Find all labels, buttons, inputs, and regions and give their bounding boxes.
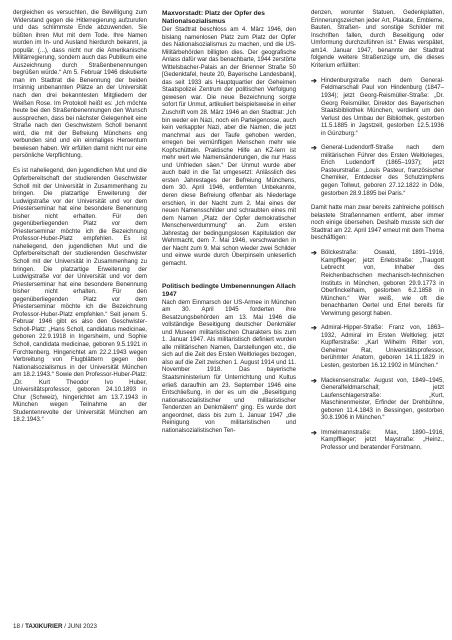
text-column-3 [311, 10, 444, 459]
list-item [311, 250, 444, 318]
right-arrow-icon: ➔ [311, 145, 317, 153]
list-item-text: Mackensenstraße: August von, 1849–1945, Generalfeldmarschall; jetzt Laufenschlagerstraße: „Kurt, Maschinenmeister, Erfinder der Drehbühne, geboren 11.4.1843 in Bessingen, gestorben 30.8.1906 in München.“ [321, 377, 444, 422]
right-arrow-icon: ➔ [311, 77, 317, 85]
list-item-text: Hindenburgstraße nach dem General-Feldmarschall Paul von Hindenburg (1847–1934); jetzt Georg-Reismüller-Straße: „Dr. Georg Reismüller, Direktor des Bayerischen Staatsbibliothek München, verdient um den Verlust des Umbau der Bibliothek, gestorben 11.5.1885 in Jagstzell, gestorben 12.5.1936 in Günzburg.“ [321, 77, 444, 137]
right-arrow-icon: ➔ [311, 250, 317, 258]
paragraph: Der Stadtrat beschloss am 4. März 1946, den bislang namenlosen Platz zum Platz der Opfer des Nationalsozialismus zu machen, und die US-Militärbehörden billigten dies. Der geografische Anlass dafür war das benachbarte, 1944 zerstörte Wittelsbacher-Palais an der Brienner Straße 50 [Gedenktafel, heute 20, Bayerische Landesbank], das seit 1933 als Hauptquartier der Geheimen Staatspolizei Zentrum der politischen Verfolgung gewesen war. Die neue Bezeichnung sorgte sofort für Unmut, artikuliert beispielsweise in einer Zuschrift vom 28. März 1946 an den Stadtrat: „Ich bin weder ein Nazi, noch ein Parteigenosse, auch kein verkappter Nazi, aber die Namen, die jetzt manchmal aus der Taufe gehoben werden, erregen bei vernünftigen Menschen mehr wie Kopfschütteln. Praktische Hilfe an KZ-lern ist mehr wert wie Namensänderungen, die nur Hass und Unfrieden säen.“ Der Unmut wurde aber auch bald in die Tat umgesetzt: Anlässlich des ersten Jahrestages der Befreiung Münchens, dem 30. April 1946, entfernten Unbekannte, deren diese Befreiung offenbar als Niederlage erschien, in der Nacht zum 2. Mai eines der neuen Namensschilder und schraubten eines mit dem Namen „Platz der Opfer demokratischer Menschenverdummung“ an. Zum ersten Jahrestag der bedingungslosen Kapitulation der Wehrmacht, dem 7. Mai 1946, verschwanden in der Nacht zum 9. Mai schon wieder zwei Schilder und einwe wurde durch Überpinseln unleserlich gemacht. [162, 27, 296, 267]
list-item-text: Bölckestraße: Oswald, 1891–1916, Kampfflieger; jetzt Erlebstraße: „Traugott Lebrecht von, Inhaber des Reichenbachschen mechanisch-technischen Instituts in München, geboren 29.9.1773 in Oberfinckelhaim, gestorben 6.2.1858 in München.“ Wer weiß, wie oft die benachbarten Oertel und Ertel bereits für Verwirrung gesorgt haben. [321, 250, 444, 317]
list-item [311, 78, 444, 138]
right-arrow-icon: ➔ [311, 325, 317, 333]
paragraph: denzen, worunter Statuen, Gedenkplatten, Erinnerungszeichen jeder Art, Plakate, Embleme, Bauten, Straßen- und sonstige Schilder mit Inschriften fallen, durch Beseitigung oder Umformung durchzuführen ist.“ Etwas verspätet, am14. Januar 1947, benannte der Stadtrat folgende weitere Straßenzüge um, die dieses Kriterium erfüllten: [311, 10, 444, 69]
right-arrow-icon: ➔ [311, 429, 317, 437]
text-column-2 [162, 10, 296, 443]
list-item [311, 145, 444, 198]
issue-date: JUNI 2023 [67, 623, 97, 630]
paragraph: Es ist naheliegend, den jugendlichen Mut und die Opferbereitschaft der studierenden Geschwister Scholl mit der Universität in Zusammenhang zu bringen. Die platzartige Erweiterung der Ludwigstraße vor der Universität und vor dem Priesterseminar hat eine besondere Benennung bisher nicht erhalten. Für den gegenüberliegenden Platz vor dem Priesterseminar möchte ich die Bezeichnung Professor-Huber-Platz empfehlen. Es ist naheliegend, den jugendlichen Mut und die Opferbereitschaft der studierenden Geschwister Scholl mit der Universität in Zusammenhang zu bringen. Die platzartige Erweiterung der Ludwigstraße vor der Universität und vor dem Priesterseminar hat eine besondere Benennung bisher nicht erhalten. Für den gegenüberliegenden Platz vor dem Priesterseminar möchte ich die Bezeichnung Professor-Huber-Platz empfehlen.“ Seit jenem 5. Februar 1946 gibt es also den Geschwister-Scholl-Platz: „Hans Scholl, candidatus medicinae, geboren 22.9.1918 in Ingersheim, und Sophie Scholl, candidata medicinae, geboren 9.5.1921 in Forchtenberg. Hingerichtet am 22.2.1943 wegen Verbreitung von Flugblättern gegen den Nationalsozialismus in der Universität München am 18.2.1943.“ Sowie den Professor-Huber-Platz: „Dr. Kurt Theodor Ivo Huber, Universitätsprofessor, geboren 24.10.1893 in Chur (Schweiz), hingerichtet am 13.7.1943 in München wegen Teilnahme an der Studentenrevolte der Universität München am 18.2.1943.“ [13, 168, 147, 424]
list-item-text: Immelmannstraße: Max, 1890–1916, Kampfflieger; jetzt Maystraße: „Heinz., Professor und beratender Forstmann, [321, 429, 444, 451]
footer-separator: / [21, 623, 24, 630]
magazine-name: TAXIKURIER [25, 623, 63, 630]
section-heading: Maxvorstadt: Platz der Opfer des Nationalsozialismus [162, 10, 265, 25]
paragraph: dergleichen es versuchten, die Bewilligung zum Widerstand gegen die Hitlerregierung aufzurufen und das schlimmste Ende abzuwenden. Sie büßten ihren Mut mit dem Tode. Ihre Namen wurden im In- und Ausland hierdurch bekannt, ja populär. (...), dass nicht nur die Amerikanische Militärregierung, sondern auch das Publikum eine Auszeichnung durch Straßenbenennungen begrüßen würde.“ Am 5. Februar 1946 diskutierte man im Stadtrat die Benennung der beiden Irrsinnig unbenannten Plätze an der Universität nach den drei bekanntesten Mitgliedern der Weißen Rose. Im Protokoll heißt es: „Ich möchte heute bei den Straßenbenennungen den Wunsch aussprechen, dass bei nächster Gelegenheit eine Straße nach den Geschwistern Scholl benannt wird, die mit der Befreiung Münchens eng verbunden sind und ein einmaliges Heroentum bewiesen haben. Wir erfüllen damit nicht nur eine persönliche Verpflichtung. [13, 10, 147, 160]
page-number: 18 [13, 623, 20, 630]
section-heading: Politisch bedingte Umbenennungen Allach 1947 [162, 282, 296, 298]
list-item [311, 430, 444, 453]
footer-separator: / [64, 623, 66, 630]
text-column-1 [13, 10, 147, 433]
list-item-text: Admiral-Hipper-Straße: Franz von, 1863–1932, Admiral im Ersten Weltkrieg; jetzt Kupfferstraße: „Karl Wilhelm Ritter von, Geheimer Rat, Universitätsprofessor, berühmter Anatom, geboren 14.11.1829 in Lesten, gestorben 16.12.1902 in München.“ [321, 325, 444, 369]
list-item-text: General-Ludendorff-Straße nach dem militärischen Führer des Ersten Weltkrieges, Erich Ludendorff (1865–1937); jetzt Pasteurstraße: „Louis Pasteur, französischer Chemiker, Entdecker des Schutzimpfens gegen Tollwut, geboren 27.12.1822 in Dôle, gestorben 28.9.1895 bei Paris.“ [321, 145, 444, 197]
paragraph: Nach dem Einmarsch der US-Armee in München am 30. April 1945 forderten ihre Besatzungsbehörden am 13. Mai 1946 die vollständige Beseitigung deutscher Denkmäler und Museen militaristischen Charakters bis zum 1. Januar 1947. Als militaristisch definiert wurden alle militärischen Namen, Darstellungen etc., die sich auf die Zeit des Ersten Weltkrieges bezogen, also auf die Zeit zwischen 1. August 1914 und 11. November 1918. Das bayerische Staatsministerium für Unterrichtung und Kultus erließ daraufhin am 23. September 1946 eine Entschließung, in der es um die „Beseitigung nationalsozialistischer und militaristischer Tendenzen an Denkmälern“ ging. Es wurde dort angeordnet, dass bis zum 1. Januar 1947 „die Reinigung von militaristischen und nationalsozialistischen Ten- [162, 299, 296, 434]
paragraph: Damit hatte man zwar bereits zahlreiche politisch belastete Straßennamen entfernt, aber immer noch einige übersehen. Deshalb musste sich der Stadtrat am 22. April 1947 erneut mit dem Thema beschäftigen: [311, 205, 444, 242]
list-item [311, 325, 444, 370]
page-footer [13, 623, 97, 631]
list-item [311, 378, 444, 423]
right-arrow-icon: ➔ [311, 377, 317, 385]
